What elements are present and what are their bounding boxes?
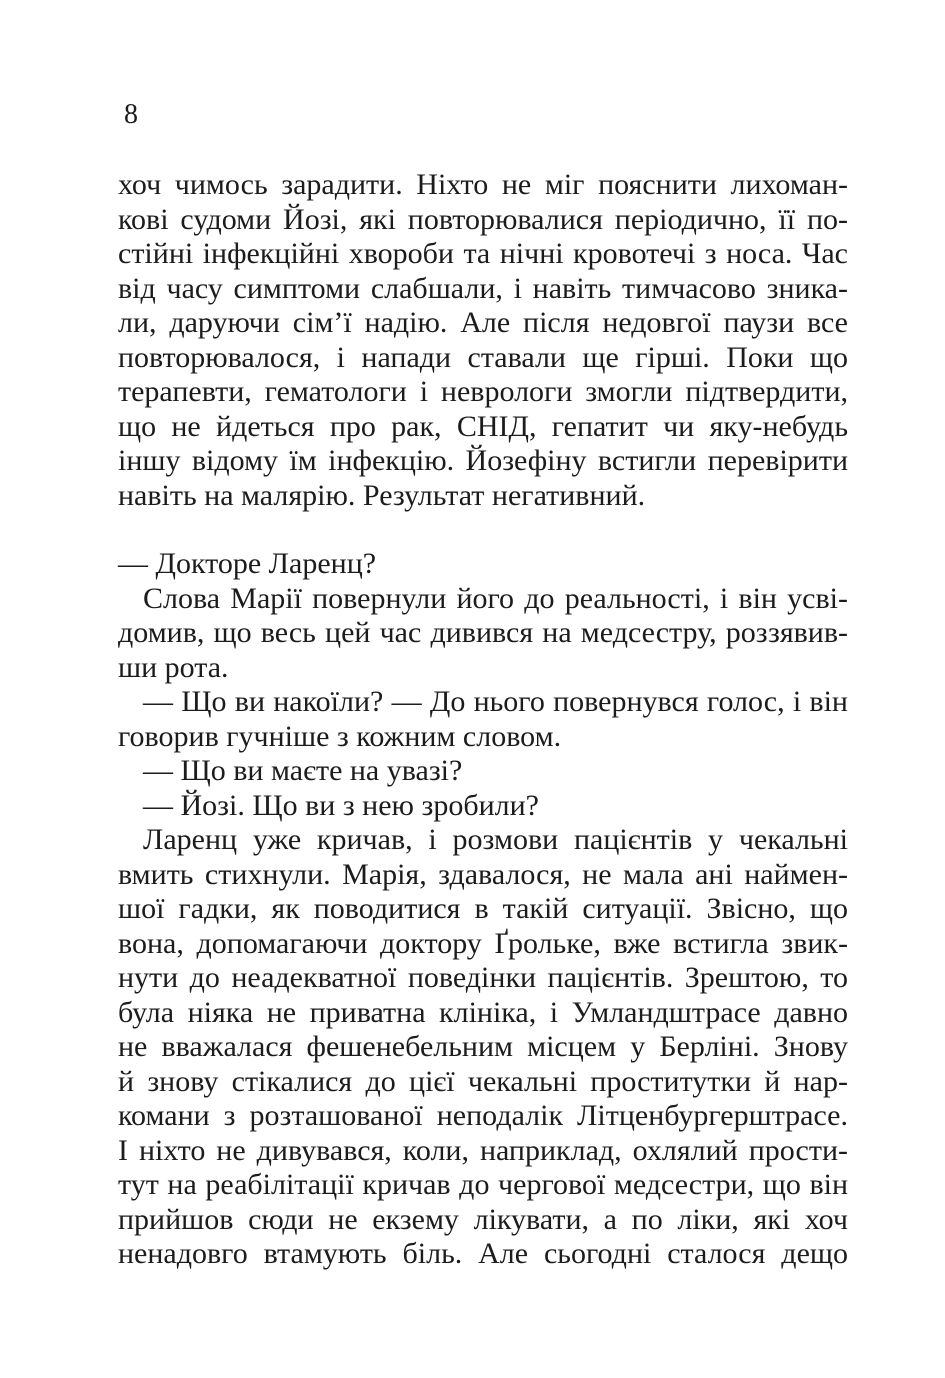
text-line: тут на реабілітації кричав до чергової медсестри, що він [118, 1168, 848, 1201]
text-line: І ніхто не дивувався, коли, наприклад, охлялий прости- [118, 1133, 848, 1167]
text-block [118, 168, 848, 1272]
page-number: 8 [124, 99, 138, 130]
text-line: — Йозі. Що ви з нею зробили? [143, 788, 539, 822]
text-line: й знову стікалися до цієї чекальні проститутки й нар- [118, 1064, 848, 1098]
text-line: хоч чимось зарадити. Ніхто не міг пояснити лихоман- [118, 168, 848, 201]
text-line: від часу симптоми слабшали, і навіть тимчасово зника- [118, 271, 848, 305]
text-line: комани з розташованої неподалік Літценбургерштрасе. [118, 1099, 848, 1132]
text-line: повторювалося, і напади ставали ще гірші. Поки що [118, 340, 848, 374]
text-line: не вважалася фешенебельним місцем у Берліні. Знову [118, 1030, 848, 1063]
text-line: ли, даруючи сім’ї надію. Але після недовгої паузи все [118, 306, 848, 339]
text-line: іншу відому їм інфекцію. Йозефіну встигли перевірити [118, 444, 848, 477]
text-line: нути до неадекватної поведінки пацієнтів. Зрештою, то [118, 961, 848, 994]
text-line: була ніяка не приватна клініка, і Умландштрасе давно [118, 995, 848, 1029]
text-line: що не йдеться про рак, СНІД, гепатит чи яку-небудь [118, 409, 848, 443]
text-line: ненадовго втамують біль. Але сьогодні сталося дещо [118, 1237, 848, 1270]
text-line: кові судоми Йозі, які повторювалися періодично, її по- [118, 202, 848, 236]
text-line: — Що ви накоїли? — До нього повернувся голос, і він [143, 685, 848, 718]
text-line: ши рота. [118, 650, 229, 684]
text-line: Ларенц уже кричав, і розмови пацієнтів у чекальні [143, 823, 848, 856]
text-line: — Що ви маєте на увазі? [143, 754, 463, 787]
text-line: прийшов сюди не екзему лікувати, а по ліки, які хоч [118, 1202, 848, 1236]
text-line: говорив гучніше з кожним словом. [118, 719, 562, 753]
text-line: домив, що весь цей час дивився на медсестру, роззявив- [118, 616, 848, 649]
text-line: шої гадки, як поводитися в такій ситуації. Звісно, що [118, 892, 848, 925]
text-line: навіть на малярію. Результат негативний. [118, 478, 646, 512]
text-line: вона, допомагаючи доктору Ґрольке, вже встигла звик- [118, 926, 848, 960]
text-line: Слова Марії повернули його до реальності, і він усві- [143, 581, 848, 615]
text-line: вмить стихнули. Марія, здавалося, не мала ані наймен- [118, 857, 848, 891]
text-line: — Докторе Ларенц? [118, 547, 377, 580]
text-line: терапевти, гематологи і неврологи змогли підтвердити, [118, 375, 848, 408]
text-line: стійні інфекційні хвороби та нічні кровотечі з носа. Час [118, 237, 848, 270]
